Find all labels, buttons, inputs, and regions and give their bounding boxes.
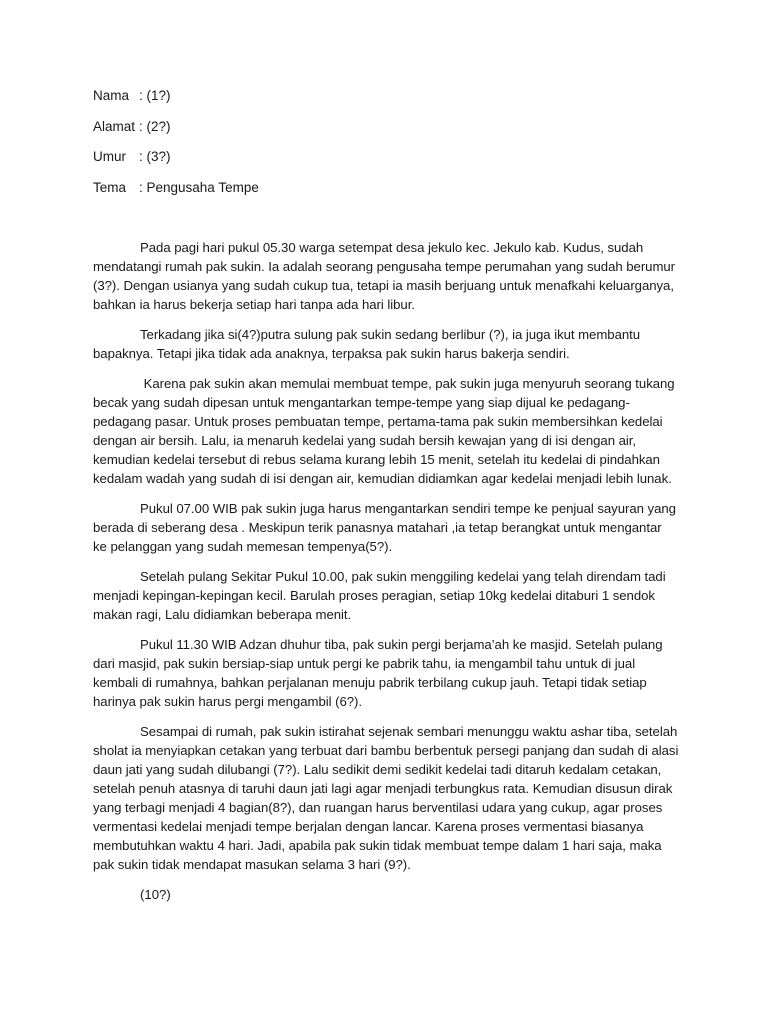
text-line: Pada pagi hari pukul 05.30 warga setempat desa jekulo kec. Jekulo kab. Kudus, sudah <box>140 240 644 255</box>
paragraph <box>93 499 677 556</box>
text-line: pedagang pasar. Untuk proses pembuatan tempe, pertama-tama pak sukin membersihkan kedelai <box>93 414 663 429</box>
text-line: bahkan ia harus bekerja setiap hari tanpa ada hari libur. <box>93 297 415 312</box>
header-row-umur <box>93 148 693 179</box>
header-row-alamat <box>93 118 693 149</box>
header-value: : Pengusaha Tempe <box>139 179 259 195</box>
header-label: Tema <box>93 179 127 195</box>
closing-placeholder <box>93 885 677 904</box>
paragraph <box>93 567 677 624</box>
text-line: setelah penuh atasnya di taruhi daun jati lagi agar menjadi terbungkus rata. Kemudian disusun dirak <box>93 781 673 796</box>
paragraph <box>93 374 677 488</box>
text-line: vermentasi kedelai menjadi tempe berjalan dengan lancar. Karena proses vermentasi biasanya <box>93 819 644 834</box>
text-line: harinya pak sukin harus pergi mengambil (6?). <box>93 694 362 709</box>
text-line: Terkadang jika si(4?)putra sulung pak sukin sedang berlibur (?), ia juga ikut membantu <box>140 327 641 342</box>
text-line: Pukul 07.00 WIB pak sukin juga harus mengantarkan sendiri tempe ke penjual sayuran yang <box>140 501 676 516</box>
text-line: (3?). Dengan usianya yang sudah cukup tua, tetapi ia masih berjuang untuk menafkahi keluarganya, <box>93 278 674 293</box>
header-label: Nama <box>93 88 130 103</box>
text-line: kembali di rumahnya, bahkan perjalanan menuju pabrik terbilang cukup jauh. Tetapi tidak setiap <box>93 675 647 690</box>
text-line: pak sukin tidak mendapat masukan selama 3 hari (9?). <box>93 857 411 872</box>
text-line: Sesampai di rumah, pak sukin istirahat sejenak sembari menunggu waktu ashar tiba, setelah <box>140 724 678 739</box>
text-line: kemudian kedelai tersebut di rebus selama kurang lebih 15 menit, setelah itu kedelai di pindahkan <box>93 452 660 467</box>
paragraph <box>93 635 677 711</box>
document-body <box>93 238 677 904</box>
header-value: : (2?) <box>139 118 171 134</box>
text-line: berada di seberang desa . Meskipun terik panasnya matahari ,ia tetap berangkat untuk mengantar <box>93 520 662 535</box>
text-line: bapaknya. Tetapi jika tidak ada anaknya, terpaksa pak sukin harus bakerja sendiri. <box>93 346 570 361</box>
text-line: dari masjid, pak sukin bersiap-siap untuk pergi ke pabrik tahu, ia mengambil tahu untuk di jual <box>93 656 636 671</box>
text-line: makan ragi, Lalu didiamkan beberapa menit. <box>93 607 352 622</box>
text-line: menjadi kepingan-kepingan kecil. Barulah proses peragian, setiap 10kg kedelai ditaburi 1 sendok <box>93 588 655 603</box>
text-line: daun jati yang sudah dilubangi (7?). Lalu sedikit demi sedikit kedelai tadi ditaruh kedalam cetakan, <box>93 762 662 777</box>
paragraph <box>93 722 677 874</box>
text-line: Pukul 11.30 WIB Adzan dhuhur tiba, pak sukin pergi berjama’ah ke masjid. Setelah pulang <box>140 637 663 652</box>
header-label: Alamat <box>93 118 136 134</box>
text-line: Setelah pulang Sekitar Pukul 10.00, pak sukin menggiling kedelai yang telah direndam tadi <box>140 569 666 584</box>
header-row-tema <box>93 179 693 210</box>
text-line: ke pelanggan yang sudah memesan tempenya(5?). <box>93 539 393 554</box>
header-row-nama <box>93 87 693 118</box>
text-line: dengan air bersih. Lalu, ia menaruh kedelai yang sudah bersih kewajan yang di isi dengan air, <box>93 433 636 448</box>
text-line: yang terbagi menjadi 4 bagian(8?), dan ruangan harus berventilasi udara yang cukup, agar proses <box>93 800 663 815</box>
closing-text: (10?) <box>140 887 171 902</box>
text-line: Karena pak sukin akan memulai membuat tempe, pak sukin juga menyuruh seorang tukang <box>140 376 675 391</box>
text-line: membutuhkan waktu 4 hari. Jadi, apabila pak sukin tidak membuat tempe dalam 1 hari saja, maka <box>93 838 662 853</box>
header-label: Umur <box>93 149 126 164</box>
identity-header <box>93 87 693 209</box>
text-line: mendatangi rumah pak sukin. Ia adalah seorang pengusaha tempe perumahan yang sudah berumur <box>93 259 676 274</box>
header-value: : (3?) <box>139 149 171 164</box>
paragraph <box>93 325 677 363</box>
text-line: becak yang sudah dipesan untuk mengantarkan tempe-tempe yang siap dijual ke pedagang- <box>93 395 630 410</box>
text-line: kedalam wadah yang sudah di isi dengan air, kemudian didiamkan agar kedelai menjadi lebih lunak. <box>93 471 672 486</box>
header-value: : (1?) <box>139 88 171 103</box>
text-line: sholat ia menyiapkan cetakan yang terbuat dari bambu berbentuk persegi panjang dan sudah di alasi <box>93 743 679 758</box>
paragraph <box>93 238 677 314</box>
